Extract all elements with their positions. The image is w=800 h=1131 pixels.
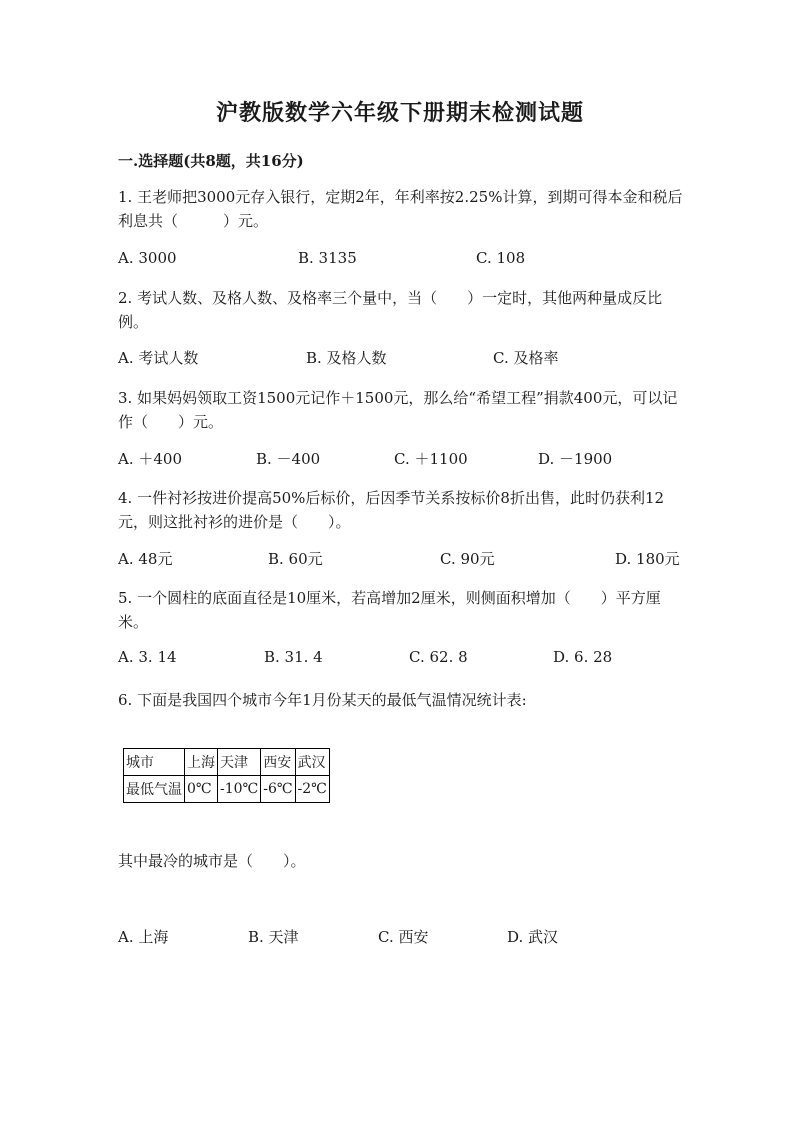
- question-4: 4. 一件衬衫按进价提高50%后标价，后因季节关系按标价8折出售，此时仍获利12元，则这批衬衫的进价是（ ）。: [118, 489, 665, 531]
- table-cell: -6℃: [261, 776, 295, 803]
- question-3-options: [118, 448, 684, 472]
- question-5-options: [118, 648, 684, 672]
- option-a[interactable]: A. ＋400: [118, 450, 182, 468]
- question-2-options: [118, 347, 684, 371]
- question-1: 1. 王老师把3000元存入银行，定期2年，年利率按2.25%计算，到期可得本金和税后利息共（ ）元。: [118, 188, 683, 230]
- option-a[interactable]: A. 48元: [118, 550, 173, 568]
- table-cell: 西安: [261, 749, 295, 776]
- option-b[interactable]: B. 天津: [248, 928, 299, 946]
- option-a[interactable]: A. 考试人数: [118, 349, 199, 367]
- option-b[interactable]: B. 60元: [268, 550, 323, 568]
- option-a[interactable]: A. 3. 14: [118, 648, 177, 666]
- option-c[interactable]: C. 62. 8: [409, 648, 468, 666]
- option-b[interactable]: B. －400: [256, 450, 321, 468]
- table-header-row: [124, 749, 330, 776]
- option-c[interactable]: C. 及格率: [493, 349, 559, 367]
- option-c[interactable]: C. 108: [476, 249, 526, 267]
- option-a[interactable]: A. 上海: [118, 928, 169, 946]
- option-b[interactable]: B. 3135: [298, 249, 357, 267]
- page-title: 沪教版数学六年级下册期末检测试题: [215, 100, 584, 126]
- option-c[interactable]: C. 西安: [378, 928, 429, 946]
- table-row: [124, 776, 330, 803]
- option-a[interactable]: A. 3000: [118, 249, 177, 267]
- table-cell: 天津: [218, 749, 261, 776]
- question-1-options: [118, 249, 684, 273]
- option-b[interactable]: B. 31. 4: [264, 648, 323, 666]
- temperature-table: [123, 748, 330, 803]
- question-6-options: [118, 926, 684, 950]
- table-cell: 城市: [124, 749, 185, 776]
- option-d[interactable]: D. －1900: [538, 450, 613, 468]
- question-6-followup: 其中最冷的城市是（ ）。: [118, 852, 306, 870]
- table-cell: 最低气温: [124, 776, 185, 803]
- table-cell: -10℃: [218, 776, 261, 803]
- table-cell: 武汉: [295, 749, 329, 776]
- question-5: 5. 一个圆柱的底面直径是10厘米，若高增加2厘米，则侧面积增加（ ）平方厘米。: [118, 589, 661, 631]
- option-d[interactable]: D. 180元: [615, 550, 680, 568]
- question-2: 2. 考试人数、及格人数、及格率三个量中，当（ ）一定时，其他两种量成反比例。: [118, 289, 663, 331]
- table-cell: 0℃: [185, 776, 218, 803]
- section-heading: 一.选择题(共8题，共16分): [118, 152, 304, 170]
- option-c[interactable]: C. ＋1100: [394, 450, 468, 468]
- option-d[interactable]: D. 武汉: [507, 928, 559, 946]
- table-cell: -2℃: [295, 776, 329, 803]
- option-c[interactable]: C. 90元: [440, 550, 495, 568]
- option-b[interactable]: B. 及格人数: [306, 349, 387, 367]
- question-6: 6. 下面是我国四个城市今年1月份某天的最低气温情况统计表:: [118, 691, 527, 709]
- option-d[interactable]: D. 6. 28: [553, 648, 613, 666]
- question-4-options: [118, 548, 684, 572]
- table-cell: 上海: [185, 749, 218, 776]
- question-3: 3. 如果妈妈领取工资1500元记作＋1500元，那么给“希望工程”捐款400元，可以记作（ ）元。: [118, 389, 678, 431]
